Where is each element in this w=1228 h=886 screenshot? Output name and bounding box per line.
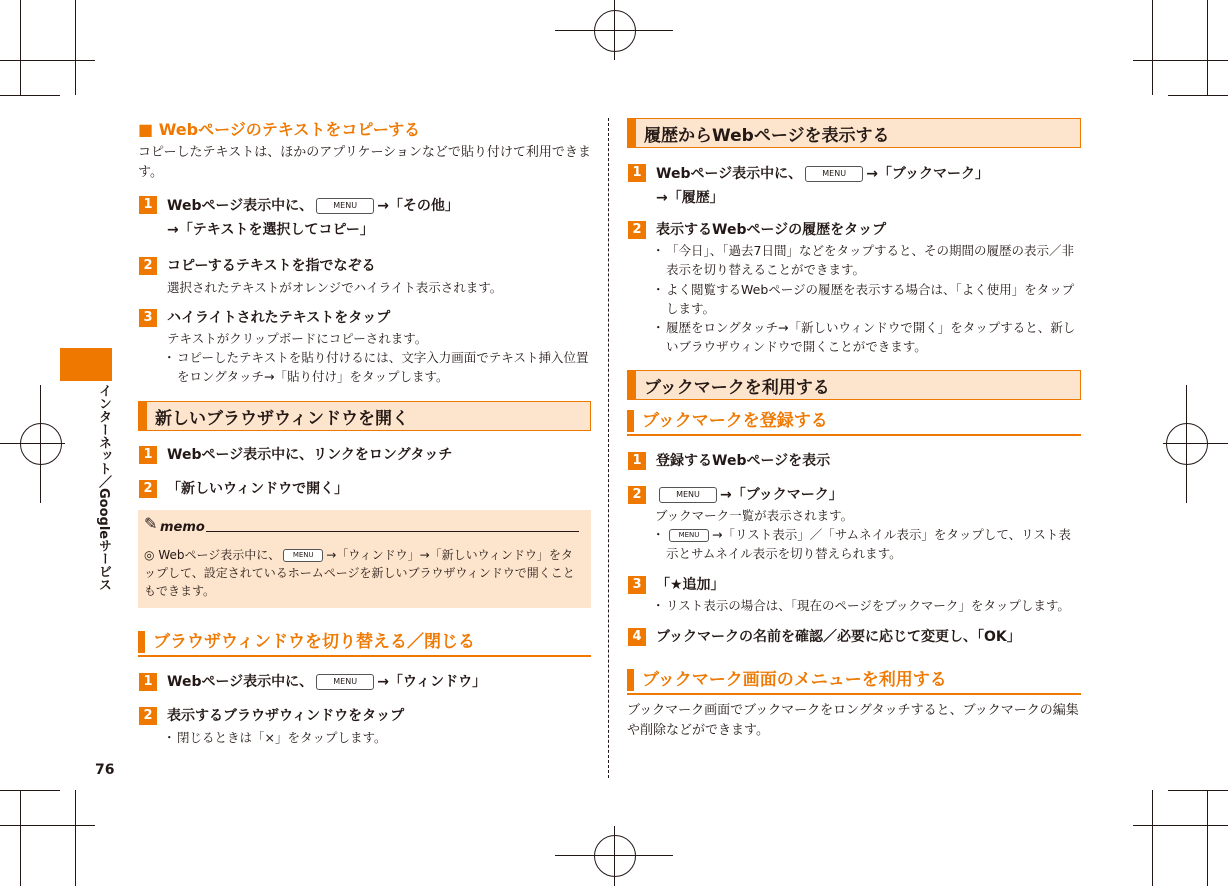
registration-mark <box>594 835 636 877</box>
history-banner <box>627 118 1081 148</box>
crop-mark <box>40 385 41 503</box>
bullet-text <box>652 525 1080 563</box>
menu-key-icon: MENU <box>659 487 717 503</box>
crop-mark <box>1207 0 1208 95</box>
bullet-note: ・ よく閲覧するWebページの履歴を表示する場合は、「よく使用」をタップします。 <box>652 280 1080 318</box>
banner-title: 履歴からWebページを表示する <box>644 125 890 146</box>
register-step-2 <box>628 486 1083 506</box>
step-text: →「ブックマーク」 <box>866 166 989 182</box>
register-subhead <box>627 410 1081 436</box>
crop-mark <box>1163 443 1228 444</box>
step-number: 1 <box>139 446 157 464</box>
step-description: テキストがクリップボードにコピーされます。 <box>167 331 428 346</box>
switch-step-2 <box>139 707 594 727</box>
memo-text <box>144 546 584 600</box>
menu-key-icon: MENU <box>283 549 323 562</box>
step-text: →「テキストを選択してコピー」 <box>167 222 374 238</box>
crop-mark <box>1133 825 1228 826</box>
step-text: Webページ表示中に、 <box>167 198 314 214</box>
crop-mark <box>0 60 95 61</box>
bullet-text: 履歴をロングタッチ→「新しいウィンドウで開く」をタップすると、新しいブラウザウィンドウで開くことができます。 <box>666 320 1076 354</box>
copy-intro: コピーしたテキストは、ほかのアプリケーションなどで貼り付けて利用できます。 <box>138 145 591 180</box>
memo-label: memo <box>160 520 205 535</box>
pencil-icon: ✎ <box>144 514 158 533</box>
step-number: 4 <box>628 628 646 646</box>
crop-mark <box>75 0 76 95</box>
step-text: →「ウィンドウ」 <box>377 674 487 690</box>
step-title: Webページ表示中に、リンクをロングタッチ <box>167 447 453 463</box>
step-text: Webページ表示中に、 <box>167 674 314 690</box>
bullet-note: ・ 閉じるときは「×」をタップします。 <box>163 728 591 747</box>
bullet-text: よく閲覧するWebページの履歴を表示する場合は、「よく使用」をタップします。 <box>666 282 1075 316</box>
switch-step-1 <box>139 673 594 693</box>
banner-title: ブックマークを利用する <box>644 377 830 398</box>
step-title: 登録するWebページを表示 <box>656 453 831 469</box>
crop-mark <box>1186 385 1187 503</box>
crop-mark <box>0 825 95 826</box>
copy-section-title: ■ Webページのテキストをコピーする <box>138 120 420 139</box>
step-text: Webページ表示中に、 <box>656 166 803 182</box>
subhead-title: ブックマーク画面のメニューを利用する <box>642 670 947 690</box>
step-title: 表示するブラウザウィンドウをタップ <box>167 708 405 724</box>
step-number: 1 <box>139 196 157 214</box>
step-title: 「新しいウィンドウで開く」 <box>167 481 349 497</box>
step-title: 表示するWebページの履歴をタップ <box>656 222 887 238</box>
step-number: 1 <box>628 452 646 470</box>
side-tab-label: インターネット／Googleサービス <box>96 384 111 592</box>
step-number: 2 <box>139 480 157 498</box>
copy-step-3 <box>139 309 594 329</box>
bullet-note: ・ コピーしたテキストを貼り付けるには、文字入力画面でテキスト挿入位置をロングタッチ→「貼り付け」をタップします。 <box>163 348 591 386</box>
bullet-text-part: →「リスト表示」／「サムネイル表示」をタップして、リスト表示とサムネイル表示を切り替えられます。 <box>666 527 1071 561</box>
step-number: 3 <box>628 576 646 594</box>
memo-box <box>138 510 591 608</box>
memo-text-part: →「ウィンドウ」→「新しいウィンドウ」をタップして、設定されているホームページを新しいブラウザウィンドウで開くこともできます。 <box>144 548 575 598</box>
menu-subhead <box>627 669 1081 695</box>
register-step-1 <box>628 452 1083 472</box>
crop-mark <box>0 790 60 791</box>
register-step-4 <box>628 628 1083 648</box>
copy-step-2 <box>139 257 594 277</box>
step-number: 2 <box>139 257 157 275</box>
menu-key-icon: MENU <box>316 198 374 214</box>
menu-key-icon: MENU <box>316 674 374 690</box>
bullet-text: コピーしたテキストを貼り付けるには、文字入力画面でテキスト挿入位置をロングタッチ→「貼り付け」をタップします。 <box>177 350 589 384</box>
step-text: →「履歴」 <box>656 190 724 206</box>
bullet-note: ・ リスト表示の場合は、「現在のページをブックマーク」をタップします。 <box>652 596 1080 615</box>
crop-mark <box>1152 0 1153 95</box>
new-window-banner <box>138 401 591 431</box>
memo-rule <box>206 531 579 532</box>
step-number: 3 <box>139 309 157 327</box>
crop-mark <box>0 95 60 96</box>
page-number: 76 <box>95 762 115 778</box>
menu-key-icon: MENU <box>669 529 709 542</box>
register-step-3 <box>628 576 1083 596</box>
crop-mark <box>20 0 21 95</box>
bullet-text: 閉じるときは「×」をタップします。 <box>177 730 387 745</box>
step-number: 1 <box>628 164 646 182</box>
step-title: コピーするテキストを指でなぞる <box>167 258 376 274</box>
crop-mark <box>20 790 21 886</box>
banner-title: 新しいブラウザウィンドウを開く <box>155 408 409 429</box>
copy-step-1 <box>139 196 594 242</box>
crop-mark <box>1168 95 1228 96</box>
crop-mark <box>1207 790 1208 886</box>
crop-mark <box>614 826 615 886</box>
new-window-step-1 <box>139 446 594 466</box>
bookmark-banner <box>627 370 1081 400</box>
side-tab <box>60 348 112 381</box>
bullet-text: 「今日」、「過去7日間」などをタップすると、その期間の履歴の表示／非表示を切り替えることができます。 <box>666 243 1074 277</box>
step-text: →「ブックマーク」 <box>720 487 843 503</box>
registration-mark <box>20 423 62 465</box>
menu-key-icon: MENU <box>805 166 863 182</box>
step-text: →「その他」 <box>377 198 459 214</box>
step-number: 1 <box>139 673 157 691</box>
bullet-note: ・ 「今日」、「過去7日間」などをタップすると、その期間の履歴の表示／非表示を切り替えることができます。 <box>652 241 1080 279</box>
column-divider <box>608 118 609 778</box>
crop-mark <box>1152 790 1153 886</box>
crop-mark <box>614 0 615 60</box>
bullet-text: リスト表示の場合は、「現在のページをブックマーク」をタップします。 <box>666 598 1070 613</box>
step-description: ブックマーク一覧が表示されます。 <box>655 508 854 523</box>
step-number: 2 <box>139 707 157 725</box>
crop-mark <box>1133 60 1228 61</box>
history-step-1 <box>628 164 1083 210</box>
subhead-title: ブラウザウィンドウを切り替える／閉じる <box>153 632 475 652</box>
step-title: ブックマークの名前を確認／必要に応じて変更し、「OK」 <box>656 629 1021 645</box>
crop-mark <box>75 790 76 886</box>
bullet-note: ・ 履歴をロングタッチ→「新しいウィンドウで開く」をタップすると、新しいブラウザウィンドウで開くことができます。 <box>652 318 1080 356</box>
new-window-step-2 <box>139 480 594 500</box>
crop-mark <box>1168 790 1228 791</box>
registration-mark <box>594 10 636 52</box>
step-number: 2 <box>628 486 646 504</box>
switch-window-subhead <box>138 631 591 657</box>
registration-mark <box>1166 423 1208 465</box>
step-number: 2 <box>628 221 646 239</box>
crop-mark <box>0 443 65 444</box>
subhead-title: ブックマークを登録する <box>642 411 828 431</box>
step-title: ハイライトされたテキストをタップ <box>167 310 391 326</box>
step-title: 「★追加」 <box>656 577 725 593</box>
memo-mark: ◎ <box>144 548 155 562</box>
bullet-note: ・ MENU →「リスト表示」／「サムネイル表示」をタップして、リスト表示とサムネイル表示を切り替えられます。 <box>652 525 1080 563</box>
memo-text-part: Webページ表示中に、 <box>158 548 281 562</box>
menu-body: ブックマーク画面でブックマークをロングタッチすると、ブックマークの編集や削除などができます。 <box>627 703 1079 738</box>
step-description: 選択されたテキストがオレンジでハイライト表示されます。 <box>167 280 503 295</box>
history-step-2 <box>628 221 1083 241</box>
